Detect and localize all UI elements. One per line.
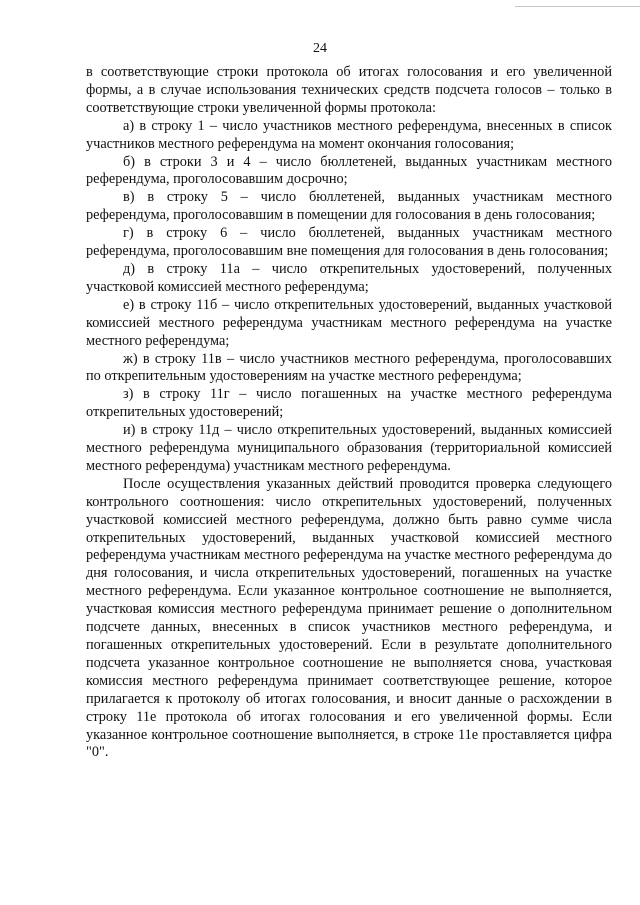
header-rule — [515, 6, 640, 7]
list-item-e: е) в строку 11б – число открепительных удостоверений, выданных участковой комиссией местного референдума участникам местного референдума на участке местного референдума; — [86, 296, 612, 349]
list-item-i: и) в строку 11д – число открепительных удостоверений, выданных комиссией местного референдума муниципального образования (территориальной комиссией местного референдума) участникам местного референдума. — [86, 422, 612, 474]
list-item-v: в) в строку 5 – число бюллетеней, выданных участникам местного референдума, проголосовавшим в помещении для голосования в день голосования; — [86, 189, 612, 224]
list-item-g: г) в строку 6 – число бюллетеней, выданных участникам местного референдума, проголосовавшим вне помещения для голосования в день голосования; — [86, 225, 612, 260]
list-item-z: з) в строку 11г – число погашенных на участке местного референдума открепительных удостоверений; — [86, 386, 612, 421]
list-item-a: а) в строку 1 – число участников местного референдума, внесенных в список участников местного референдума на момент окончания голосования; — [86, 117, 612, 152]
list-item-zh: ж) в строку 11в – число участников местного референдума, проголосовавших по открепительным удостоверениям на участке местного референдума; — [86, 350, 612, 385]
list-item-d: д) в строку 11а – число открепительных удостоверений, полученных участковой комиссией местного референдума; — [86, 260, 612, 295]
page-number: 24 — [313, 41, 327, 56]
list-item-b: б) в строки 3 и 4 – число бюллетеней, выданных участникам местного референдума, проголосовавшим досрочно; — [86, 153, 612, 188]
paragraph-intro: в соответствующие строки протокола об итогах голосования и его увеличенной формы, а в случае использования технических средств подсчета голосов – только в соответствующие строки увеличенной формы протокола: — [86, 64, 612, 116]
document-body — [86, 64, 612, 762]
paragraph-control-check: После осуществления указанных действий проводится проверка следующего контрольного соотношения: число открепительных удостоверений, полученных участковой комиссией местного референдума, должно быть равно сумме числа открепительных удостоверений, выданных участковой комиссией местного референдума участникам местного референдума на участке местного референдума до дня голосования, и числа открепительных удостоверений, погашенных на участке местного референдума. Если указанное контрольное соотношение не выполняется, участковая комиссия местного референдума принимает решение о дополнительном подсчете данных, внесенных в список участников местного референдума, и погашенных открепительных удостоверений. Если в результате дополнительного подсчета указанное контрольное соотношение не выполняется снова, участковая комиссия местного референдума принимает соответствующее решение, которое прилагается к протоколу об итогах голосования, и вносит данные о расхождении в строку 11е протокола об итогах голосования и его увеличенной формы. Если указанное контрольное соотношение выполняется, в строке 11е проставляется цифра "0". — [86, 475, 612, 761]
